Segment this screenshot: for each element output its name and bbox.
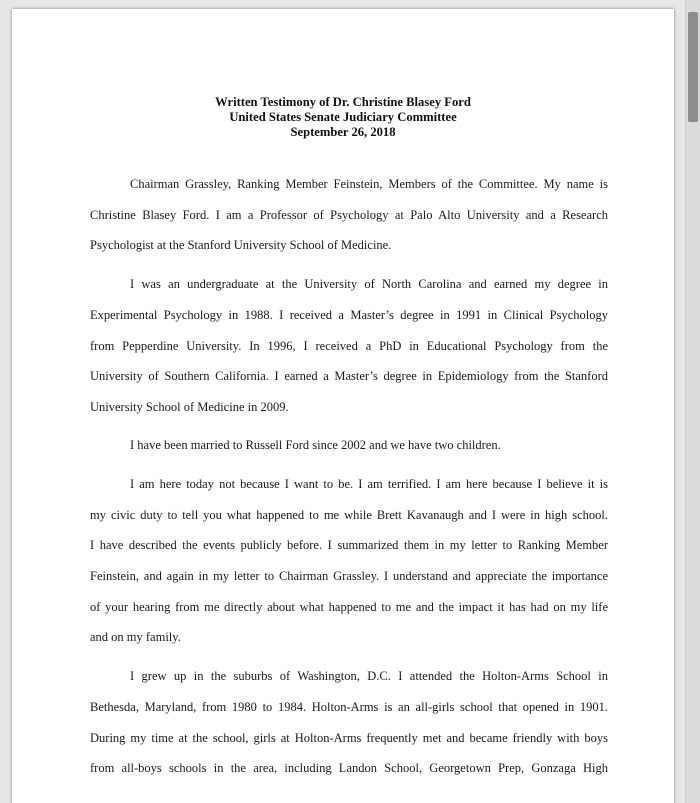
paragraph-line: I was an undergraduate at the University of North Carolina and earned my degree in xyxy=(130,277,608,291)
testimony-date: September 26, 2018 xyxy=(290,125,396,139)
paragraph-line: Psychologist at the Stanford University School of Medicine. xyxy=(90,238,392,252)
paragraph-line: Bethesda, Maryland, from 1980 to 1984. Holton-Arms is an all-girls school that opened in 1901. xyxy=(90,700,608,714)
paragraph-line: I am here today not because I want to be. I am terrified. I am here because I believe it is xyxy=(130,477,608,491)
scrollbar-thumb[interactable] xyxy=(688,12,698,122)
paragraph-line: from Pepperdine University. In 1996, I received a PhD in Educational Psychology from the xyxy=(90,339,608,353)
document-page xyxy=(12,9,674,803)
paragraph-line: Feinstein, and again in my letter to Chairman Grassley. I understand and appreciate the importance xyxy=(90,569,608,583)
paragraph-line: Christine Blasey Ford. I am a Professor of Psychology at Palo Alto University and a Research xyxy=(90,208,608,222)
paragraph-line: University School of Medicine in 2009. xyxy=(90,400,289,414)
paragraph-line: I have described the events publicly before. I summarized them in my letter to Ranking Member xyxy=(90,538,608,552)
paragraph-line: from all-boys schools in the area, including Landon School, Georgetown Prep, Gonzaga High xyxy=(90,761,608,775)
testimony-title: Written Testimony of Dr. Christine Blasey Ford xyxy=(215,95,471,109)
paragraph-line: I have been married to Russell Ford since 2002 and we have two children. xyxy=(130,438,501,452)
paragraph-line: my civic duty to tell you what happened to me while Brett Kavanaugh and I were in high school. xyxy=(90,508,608,522)
paragraph-line: During my time at the school, girls at Holton-Arms frequently met and became friendly with boys xyxy=(90,731,608,745)
paragraph-line: and on my family. xyxy=(90,630,181,644)
paragraph-line: I grew up in the suburbs of Washington, D.C. I attended the Holton-Arms School in xyxy=(130,669,608,683)
paragraph-line: of your hearing from me directly about what happened to me and the impact it has had on my life xyxy=(90,600,608,614)
committee-name: United States Senate Judiciary Committee xyxy=(229,110,457,124)
paragraph-line: Chairman Grassley, Ranking Member Feinstein, Members of the Committee. My name is xyxy=(130,177,608,191)
paragraph-line: Experimental Psychology in 1988. I received a Master’s degree in 1991 in Clinical Psychology xyxy=(90,308,608,322)
vertical-scrollbar[interactable] xyxy=(685,0,700,803)
paragraph-line: University of Southern California. I earned a Master’s degree in Epidemiology from the Stanford xyxy=(90,369,608,383)
